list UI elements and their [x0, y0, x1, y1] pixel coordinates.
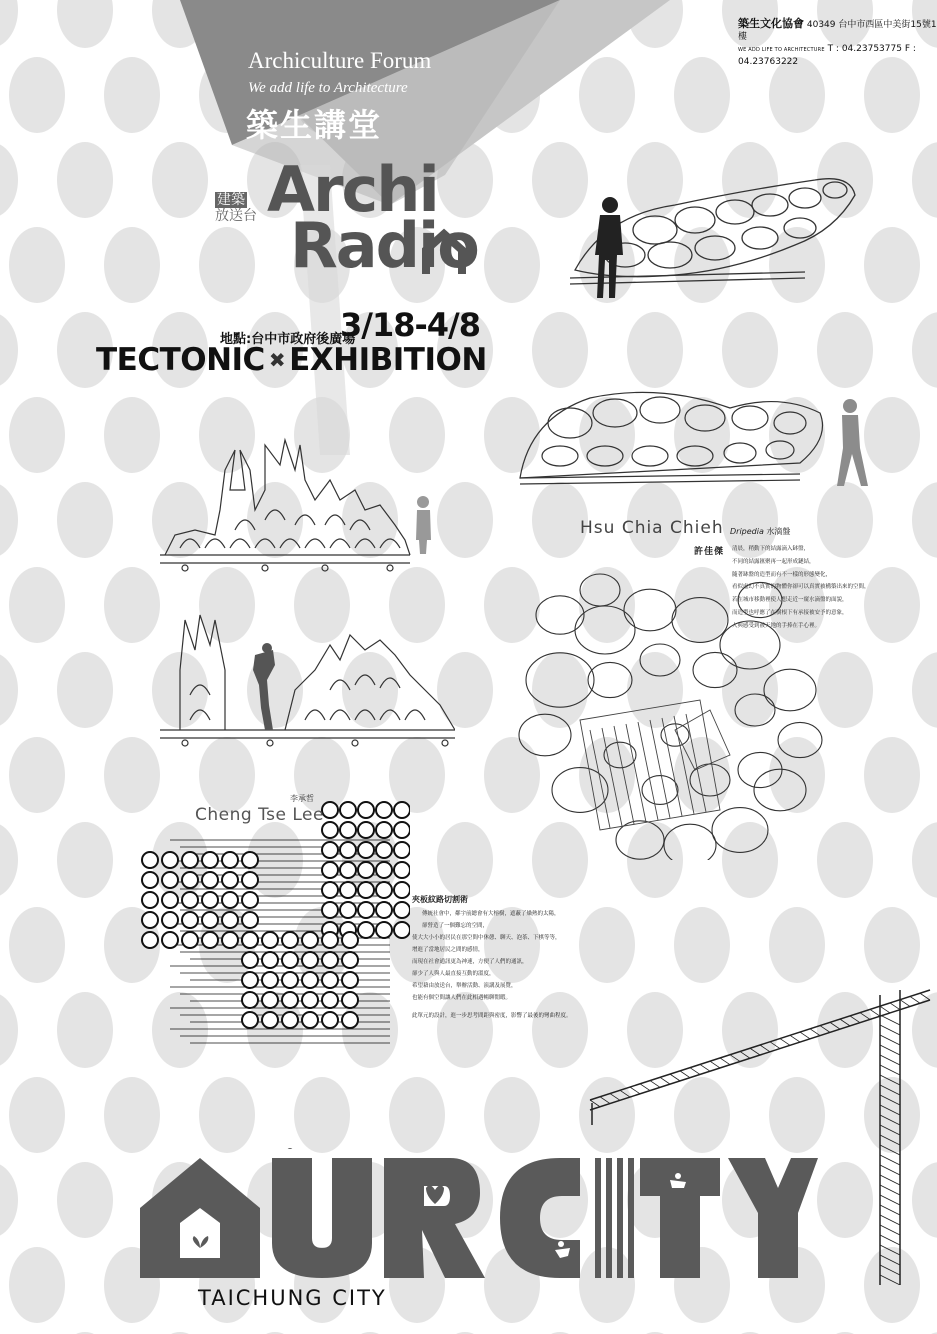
plan-ring	[242, 1012, 258, 1028]
plan-ring	[322, 902, 338, 918]
background-dot	[9, 737, 65, 813]
plan-ring	[376, 822, 392, 838]
background-dot	[912, 822, 937, 898]
plan-bubble	[519, 714, 571, 756]
plan-ring	[262, 992, 278, 1008]
crane-tower-lattice	[880, 1155, 900, 1165]
letter-u	[272, 1158, 372, 1278]
crane-jib-lattice	[860, 1013, 870, 1020]
plan-ring	[358, 882, 374, 898]
crane-jib-lattice	[850, 1016, 860, 1023]
plan-bubble	[552, 768, 608, 813]
plan-ring	[162, 912, 178, 928]
radio-label-cn-1: 建築	[217, 192, 245, 208]
crane-jib-lattice	[670, 1074, 680, 1081]
work-title-dripedia	[730, 526, 790, 537]
radio-label-cn-2: 放送台	[215, 208, 257, 224]
crane-tower-lattice	[880, 1255, 900, 1265]
background-dot	[57, 482, 113, 558]
plan-ring	[182, 912, 198, 928]
organisation-info	[738, 18, 937, 68]
plan-ring	[202, 872, 218, 888]
plan-ring	[162, 892, 178, 908]
plan-ring	[242, 912, 258, 928]
plan-ring	[394, 822, 410, 838]
dripedia-elevation-drawing	[565, 160, 865, 310]
plan-ring	[376, 882, 392, 898]
crane-tower-lattice	[880, 1045, 900, 1055]
plan-ring	[202, 892, 218, 908]
plan-ring	[340, 862, 356, 878]
background-dot	[57, 992, 113, 1068]
crane-jib-lattice	[770, 1042, 780, 1049]
plan-ring	[142, 852, 158, 868]
description-line: 卻少了人與人最直接互動的溫度，	[412, 971, 495, 977]
work-title-en: Dripedia	[730, 527, 764, 536]
crane-jib-lattice	[810, 1029, 820, 1036]
plan-ring	[142, 872, 158, 888]
background-dot	[57, 822, 113, 898]
org-phone: T : 04.23753775	[827, 44, 902, 54]
plan-ring	[222, 872, 238, 888]
description-line: 隨著缽盤的造型而有不一樣的形態變化，	[732, 571, 832, 578]
background-dot	[0, 652, 18, 728]
plan-ring	[322, 992, 338, 1008]
standing-person-silhouette	[416, 496, 431, 554]
plan-bubble	[738, 582, 782, 617]
plan-ring	[162, 872, 178, 888]
plan-ring	[242, 872, 258, 888]
crane-tower-lattice	[880, 1185, 900, 1195]
plan-ring	[142, 912, 158, 928]
description-line: 人與感受到被天地的手捧在手心裡。	[732, 622, 821, 629]
crane-jib-lattice	[760, 1045, 770, 1052]
plan-ring	[394, 922, 410, 938]
crane-tower-lattice	[880, 1275, 900, 1285]
crane-tower-lattice	[880, 1105, 900, 1115]
plan-ring	[202, 932, 218, 948]
plan-ring	[242, 932, 258, 948]
plan-ring	[342, 932, 358, 948]
crane-jib-lattice	[830, 1022, 840, 1029]
org-name: 築生文化協會	[738, 17, 804, 30]
description-line: 看似虛幻不真實的物體你卻可以真實被構築出來的空間，	[732, 584, 870, 591]
plan-bubble	[588, 662, 632, 697]
crane-tower-lattice	[880, 1225, 900, 1235]
background-dot	[0, 482, 18, 558]
crane-tower-lattice	[880, 1265, 900, 1275]
crane-jib-lattice	[640, 1084, 650, 1091]
plan-ring	[222, 852, 238, 868]
background-dot	[437, 822, 493, 898]
plan-ring	[242, 972, 258, 988]
crane-tower-lattice	[880, 1245, 900, 1255]
designer-name-hsu-cn: 許佳傑	[694, 547, 725, 557]
crane-tower-lattice	[880, 1035, 900, 1045]
plan-ring	[202, 852, 218, 868]
description-line: 使大大小小的居民在那空間中休憩、聊天、泡茶、下棋等等，	[412, 935, 561, 941]
plan-ring	[322, 822, 338, 838]
exhibition-title-right: EXHIBITION	[289, 342, 487, 378]
crane-tower-lattice	[880, 1215, 900, 1225]
plan-bubble	[526, 653, 594, 707]
crane-jib-lattice	[650, 1081, 660, 1088]
plan-ring	[282, 1012, 298, 1028]
radio-wordmark: Radio	[290, 209, 478, 282]
cheng-description	[412, 908, 602, 1022]
description-line: 卻營造了一個難忘的空間，	[422, 923, 489, 929]
plan-ring	[394, 862, 410, 878]
plan-ring	[222, 912, 238, 928]
plan-ring	[242, 992, 258, 1008]
letter-r	[384, 1158, 485, 1278]
plan-bubble	[640, 644, 680, 676]
plan-bubble	[580, 574, 620, 606]
crane-jib-lattice	[600, 1097, 610, 1104]
crane-jib-lattice	[840, 1019, 850, 1026]
background-dot	[9, 907, 65, 983]
crane-jib-lattice	[890, 1003, 900, 1010]
plan-ring	[182, 872, 198, 888]
forum-title: Archiculture Forum	[248, 48, 432, 73]
plan-ring	[358, 842, 374, 858]
background-dot	[57, 1162, 113, 1238]
plan-ring	[376, 802, 392, 818]
plan-ring	[340, 902, 356, 918]
plan-bubble	[778, 722, 822, 757]
venue-label: 地點:台中市政府後廣場	[220, 332, 356, 347]
description-line: 也能有個空間讓人們在此相遇暢聊閒暇。	[412, 995, 512, 1001]
org-address: 40349 台中市西區中美街15號1樓	[738, 20, 937, 42]
org-english-name: WE ADD LIFE TO ARCHITECTURE	[738, 47, 825, 53]
crane-jib-lattice	[630, 1087, 640, 1094]
plan-ring	[322, 882, 338, 898]
plan-ring	[142, 932, 158, 948]
crane-jib-lattice	[920, 993, 930, 1000]
description-line: 若在城市移動裡使人想走近一窺水滴盤的面貌，	[732, 597, 848, 604]
crane-tower-lattice	[880, 1055, 900, 1065]
org-fax: F : 04.23763222	[738, 44, 916, 67]
crane-jib-lattice	[720, 1058, 730, 1065]
crane-jib-lattice	[780, 1039, 790, 1046]
crane-tower-lattice	[880, 1145, 900, 1155]
background-dot	[484, 1077, 540, 1153]
house-logo-icon	[420, 228, 470, 278]
description-line: 而造型也呼應了在樹根下有承接被安予的意象，	[732, 609, 848, 616]
plan-ring	[162, 932, 178, 948]
background-dot	[294, 1077, 350, 1153]
plan-ring	[376, 862, 392, 878]
crane-jib-lattice	[610, 1094, 620, 1101]
crane-jib-lattice	[880, 1006, 890, 1013]
cheng-work-title: 夾板紋路切割術	[412, 895, 468, 904]
plan-ring	[262, 972, 278, 988]
plan-ring	[302, 932, 318, 948]
taichung-city-label: TAICHUNG CITY	[198, 1286, 387, 1310]
crane-jib-lattice	[820, 1026, 830, 1033]
description-line: 希望藉由放送台，舉辦活動、演講及展覽，	[412, 983, 517, 989]
plan-ring	[182, 892, 198, 908]
crane-jib-lattice	[700, 1064, 710, 1071]
plan-bubble	[624, 589, 676, 631]
plan-ring	[322, 842, 338, 858]
plan-ring	[242, 852, 258, 868]
forum-subtitle: We add life to Architecture	[248, 80, 408, 96]
letter-y	[728, 1158, 818, 1278]
plan-bubble	[754, 769, 806, 811]
crane-tower-lattice	[880, 1115, 900, 1125]
background-dot	[0, 1162, 18, 1238]
background-dot	[0, 822, 18, 898]
plan-ring	[376, 842, 392, 858]
crane-tower-lattice	[880, 1205, 900, 1215]
plan-ring	[142, 892, 158, 908]
designer-name-cheng: Cheng Tse Lee	[195, 805, 324, 825]
plan-ring	[342, 992, 358, 1008]
crane-jib-lattice	[620, 1090, 630, 1097]
crane-jib-lattice	[750, 1048, 760, 1055]
plan-ring	[322, 802, 338, 818]
plan-bubble	[735, 694, 775, 726]
plan-ring	[282, 992, 298, 1008]
description-line: 傳統社會中，鄰宇前總會有大榕樹，遮蔽了燥熱的太陽，	[422, 911, 560, 917]
crane-jib-lattice	[690, 1068, 700, 1075]
plan-ring	[376, 902, 392, 918]
plan-ring	[322, 932, 338, 948]
dripedia-side-drawing	[500, 378, 880, 493]
exhibition-title-left: TECTONIC	[96, 342, 265, 378]
plan-ring	[322, 972, 338, 988]
plan-bubble	[720, 621, 780, 669]
plan-ring	[358, 822, 374, 838]
crane-tower-lattice	[880, 1125, 900, 1135]
background-dot	[674, 907, 730, 983]
our-city-wordmark	[140, 1148, 820, 1288]
plan-ring	[182, 852, 198, 868]
plan-ring	[262, 932, 278, 948]
crane-tower-lattice	[880, 1075, 900, 1085]
crane-tower-lattice	[880, 1095, 900, 1105]
walking-person-silhouette	[837, 399, 868, 486]
crane-jib-lattice	[660, 1077, 670, 1084]
plan-ring	[262, 952, 278, 968]
crane-jib-lattice	[900, 1000, 910, 1007]
background-dot	[389, 1077, 445, 1153]
crane-jib-lattice	[790, 1035, 800, 1042]
crane-tower-lattice	[880, 1135, 900, 1145]
work-title-cn: 水滴盤	[766, 527, 791, 536]
plan-ring	[162, 852, 178, 868]
archi-wordmark: Archi	[267, 153, 438, 226]
plan-ring	[358, 902, 374, 918]
crane-tower-lattice	[880, 1195, 900, 1205]
plan-bubble	[690, 764, 730, 796]
plan-ring	[394, 802, 410, 818]
background-dot	[104, 567, 160, 643]
plan-ring	[282, 972, 298, 988]
crane-jib-lattice	[870, 1009, 880, 1016]
crane-tower-lattice	[880, 1085, 900, 1095]
plan-ring	[358, 802, 374, 818]
plan-ring	[282, 932, 298, 948]
archi-radio-elevation-drawings	[155, 430, 455, 760]
crane-tower-lattice	[880, 1025, 900, 1035]
description-line: 清晨，稍動下的結露滴入缽盤，	[732, 546, 810, 552]
plan-ring	[302, 992, 318, 1008]
crane-tower-lattice	[880, 1015, 900, 1025]
plan-ring	[342, 972, 358, 988]
background-dot	[57, 652, 113, 728]
handstand-person-silhouette	[253, 643, 275, 730]
plan-bubble	[664, 824, 716, 860]
plan-bubble	[764, 669, 816, 711]
background-dot	[199, 1077, 255, 1153]
plan-ring	[394, 842, 410, 858]
letter-c	[500, 1158, 580, 1278]
plan-ring	[222, 932, 238, 948]
background-dot	[0, 992, 18, 1068]
plan-ring	[202, 912, 218, 928]
plan-ring	[340, 802, 356, 818]
crane-jib-lattice	[740, 1051, 750, 1058]
background-dot	[104, 1077, 160, 1153]
plan-ring	[182, 932, 198, 948]
description-line: 增進了當地居民之間的感情，	[412, 947, 484, 953]
plan-ring	[282, 952, 298, 968]
background-dot	[9, 1077, 65, 1153]
plan-ring	[340, 882, 356, 898]
plan-ring	[340, 842, 356, 858]
description-line: 不同的結露匯聚再一起形成鏈結，	[732, 558, 815, 565]
letter-i-stripe	[595, 1158, 601, 1278]
plan-ring	[242, 952, 258, 968]
designer-name-hsu: Hsu Chia Chieh	[580, 518, 724, 538]
forum-title-chinese: 築生講堂	[246, 106, 383, 144]
description-line: 此單元的設計，進一步思考間距與密度，影響了最後的彎曲程度。	[412, 1013, 572, 1019]
plan-ring	[394, 882, 410, 898]
plan-ring	[322, 862, 338, 878]
background-dot	[912, 652, 937, 728]
plan-ring	[340, 822, 356, 838]
plan-ring	[302, 952, 318, 968]
designer-name-cheng-cn: 李承哲	[290, 794, 314, 803]
plan-bubble	[693, 652, 737, 687]
plan-ring	[342, 952, 358, 968]
plan-ring	[322, 1012, 338, 1028]
crane-jib-lattice	[800, 1032, 810, 1039]
crane-jib-lattice	[680, 1071, 690, 1078]
plan-bubble	[712, 808, 768, 853]
plan-ring	[222, 892, 238, 908]
background-dot	[864, 907, 920, 983]
plan-ring	[358, 922, 374, 938]
separator-cross-icon: ✖	[268, 348, 286, 372]
background-dot	[9, 1247, 65, 1323]
plan-ring	[242, 892, 258, 908]
plan-bubble	[672, 598, 728, 643]
plan-ring	[358, 862, 374, 878]
exhibition-title	[96, 342, 487, 378]
plan-ring	[376, 922, 392, 938]
exhibition-dates: 3/18-4/8	[340, 306, 480, 344]
plan-bubble	[536, 596, 584, 634]
plan-ring	[262, 1012, 278, 1028]
plan-ring	[302, 972, 318, 988]
plan-ring	[322, 952, 338, 968]
crane-jib-lattice	[710, 1061, 720, 1068]
dripedia-plan-drawing	[500, 570, 830, 860]
description-line: 而現在社會通訊更為神速，方便了人們的通訊，	[412, 959, 528, 965]
crane-tower-lattice	[880, 1175, 900, 1185]
plan-ring	[394, 902, 410, 918]
crane-tower-lattice	[880, 1165, 900, 1175]
plan-ring	[302, 1012, 318, 1028]
crane-tower-lattice	[880, 1235, 900, 1245]
background-dot	[9, 567, 65, 643]
crane-jib-lattice	[730, 1055, 740, 1062]
background-dot	[769, 907, 825, 983]
archi-radio-plan-drawing	[130, 800, 410, 1050]
background-dot	[864, 737, 920, 813]
plan-ring	[342, 1012, 358, 1028]
background-dot	[912, 482, 937, 558]
crane-tower-lattice	[880, 1065, 900, 1075]
crane-jib-lattice	[910, 996, 920, 1003]
plan-bubble	[642, 776, 678, 805]
